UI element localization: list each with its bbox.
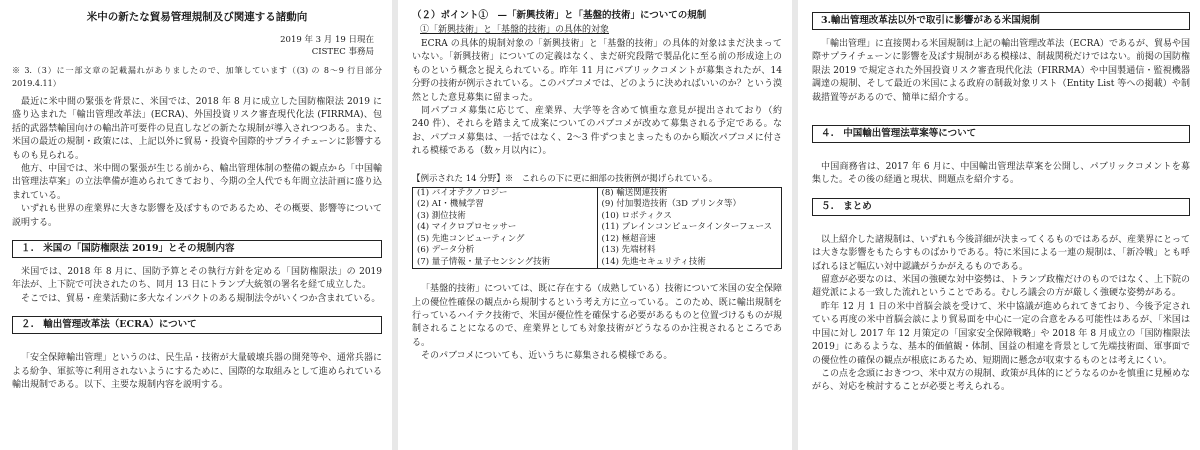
point-paragraph: 同パブコメ募集に応じて、産業界、大学等を含めて慎重な意見が提出されており（約 240 件）、それらを踏まえて成案についてのパブコメが改めて募集される予定である。なお、パブコメ募集は、一括ではなく、2～3 件ずつまとまったものから順次パブコメに付される模様である（数ヶ月以内に）。 [412, 106, 782, 157]
intro-paragraph: 他方、中国では、米中間の緊張が生じる前から、輸出管理体制の整備の観点から「中国輸出管理法草案」の立法準備が進められてきており、今期の全人代でも年間立法計画に盛り込まれている。 [12, 164, 382, 201]
document-column-1 [0, 0, 392, 450]
point-heading: （２）ポイント① —「新興技術」と「基盤的技術」についての規制 [412, 10, 707, 21]
section-heading-1: １. 米国の「国防権限法 2019」とその規制内容 [12, 240, 382, 258]
technology-item: (11) ブレインコンピュータインターフェース [597, 222, 782, 234]
document-column-2 [398, 0, 792, 450]
technology-table-caption: 【例示された 14 分野】※ これらの下に更に細部の技術例が掲げられている。 [412, 173, 718, 184]
technology-item: (3) 測位技術 [413, 211, 598, 223]
technology-item: (8) 輸送関連技術 [597, 187, 782, 199]
intro-paragraph: いずれも世界の産業界に大きな影響を及ぼすものであるため、その概要、影響等について説明する。 [12, 204, 382, 228]
section-2-paragraph: 「安全保障輸出管理」というのは、民生品・技術が大量破壊兵器の開発等や、通常兵器による紛争、軍拡等に利用されないようにするために、国際的な取組みとして進められている輸出規制である。以下、主要な規制内容を説明する。 [12, 353, 382, 391]
technology-item: (14) 先進セキュリティ技術 [597, 257, 782, 269]
document-date: 2019 年 3 月 19 日現在 [280, 35, 374, 45]
foundational-tech-paragraph: 「基盤的技術」については、既に存在する（成熟している）技術について米国の安全保障上の優位性確保の観点から規制するという考え方に立っている。このため、既に輸出規制を行っているハイテク技術で、米国が優位性を確保する必要があるものと位置づけるものが規制されることになるので、産業界としても対象技術がどうなるのか注視されるところである。 [412, 284, 782, 348]
technology-table [412, 187, 782, 270]
technology-item: (1) バイオテクノロジー [413, 187, 598, 199]
document-organization: CISTEC 事務局 [311, 47, 374, 57]
section-1-paragraph: そこでは、貿易・産業活動に多大なインパクトのある規制法令がいくつか含まれている。 [21, 293, 381, 304]
technology-item: (7) 量子情報・量子センシング技術 [413, 257, 598, 269]
section-heading-4: ４. 中国輸出管理法草案等について [812, 125, 1190, 143]
section-heading-3: 3.輸出管理改革法以外で取引に影響がある米国規制 [812, 12, 1190, 30]
technology-table-row [413, 222, 782, 234]
technology-item: (6) データ分析 [413, 245, 598, 257]
technology-table-row [413, 234, 782, 246]
section-4-paragraph: 中国商務省は、2017 年 6 月に、中国輸出管理法草案を公開し、パブリックコメントを募集した。その後の経過と現状、問題点を紹介する。 [812, 162, 1190, 186]
technology-item: (9) 付加製造技術（3D プリンタ等） [597, 199, 782, 211]
technology-item: (12) 極超音速 [597, 234, 782, 246]
section-5-paragraph: 以上紹介した諸規制は、いずれも今後詳細が決まってくるものではあるが、産業界にとっては大きな影響をもたらすものばかりである。特に米国による一連の規制は、「新冷戦」とも呼ばれるほど幅広い対中認識がうかがえるものである。 [812, 234, 1190, 272]
technology-table-row [413, 257, 782, 269]
intro-paragraph: 最近に米中間の緊張を背景に、米国では、2018 年 8 月に成立した国防権限法 2019 に盛り込まれた「輸出管理改革法」(ECRA)、外国投資リスク審査現代化法 (FIRRMA)、包括的武器禁輸国向けの輸出許可要件の見直しなどの新たな規制が導入されつつある。また、米国の最近の規制・政策には、上記以外に貿易・投資や国際的サプライチェーンに影響するものも見られる。 [12, 97, 382, 161]
technology-item: (5) 先進コンピューティング [413, 234, 598, 246]
technology-table-row [413, 211, 782, 223]
section-5-paragraph: この点を念頭におきつつ、米中双方の規制、政策が具体的にどうなるのかを慎重に見極めながら、対応を検討することが必要と考えられる。 [812, 368, 1190, 393]
section-heading-2: ２. 輸出管理改革法（ECRA）について [12, 316, 382, 334]
technology-item: (4) マイクロプロセッサー [413, 222, 598, 234]
technology-item: (10) ロボティクス [597, 211, 782, 223]
technology-item: (13) 先端材料 [597, 245, 782, 257]
technology-table-row [413, 245, 782, 257]
foundational-tech-paragraph: そのパブコメについても、近いうちに募集される模様である。 [421, 351, 673, 362]
technology-table-row [413, 199, 782, 211]
section-5-paragraph: 昨年 12 月 1 日の米中首脳会談を受けて、米中協議が進められてきており、今後予定されている再度の米中首脳会談により貿易面を中心に一定の合意をみる可能性はあるが、「米国は中国に対し 2017 年 12 月策定の「国家安全保障戦略」や 2018 年 8 月成立の「国防権限法 2019」にあるような、基本的価値観・体制、国益の相違を背景として先端技術面、軍事面での優位性の確保の観点が根底にあるため、短期間に懸念が収束するものとは考えにくい。 [812, 301, 1190, 366]
point-paragraph: ECRA の具体的規制対象の「新興技術」と「基盤的技術」の具体的対象はまだ決まっていない。「新興技術」についての定義はなく、まだ研究段階で製品化に至る前の形成途上のものという概念と捉えられている。昨年 11 月にパブリックコメントが募集されたが、14 分野の技術が例示されている。このパブコメでは、どのように決めればいいのか？という漠然とした意見募集に留まった。 [412, 39, 782, 103]
revision-note: ※ 3.（3）に一部文章の記載漏れがありましたので、加筆しています（(3) の 8～9 行目部分 2019.4.11） [12, 66, 382, 88]
section-heading-5: ５. まとめ [812, 198, 1190, 216]
document-title: 米中の新たな貿易管理規制及び関連する諸動向 [86, 11, 308, 23]
section-3-paragraph: 「輸出管理」に直接関わる米国規制は上記の輸出管理改革法（ECRA）であるが、貿易や国際サプライチェーンに影響を及ぼす規制がある模様は、制裁関税だけではない。前掲の国防権限法 2019 で規定された外国投資リスク審査現代化法（FIRRMA）や中国製通信・監視機器調達の規制、そして最近の米国による政府の制裁対象リスト（Entity List 等への掲載）や制裁措置等があるので、簡単に紹介する。 [812, 39, 1190, 103]
section-5-paragraph: 留意が必要なのは、米国の強硬な対中姿勢は、トランプ政権だけのものではなく、上下院の超党派による一致した流れということである。むしろ議会の方が厳しく強硬な姿勢がある。 [812, 275, 1190, 299]
technology-item: (2) AI・機械学習 [413, 199, 598, 211]
technology-table-row [413, 187, 782, 199]
section-1-paragraph: 米国では、2018 年 8 月に、国防予算とその執行方針を定める「国防権限法」の 2019 年法が、上下院で可決されたのち、同月 13 日にトランプ大統領の署名を経て成立した。 [12, 267, 382, 291]
point-subheading: ①「新興技術」と「基盤的技術」の具体的対象 [420, 25, 610, 35]
document-column-3 [798, 0, 1200, 450]
